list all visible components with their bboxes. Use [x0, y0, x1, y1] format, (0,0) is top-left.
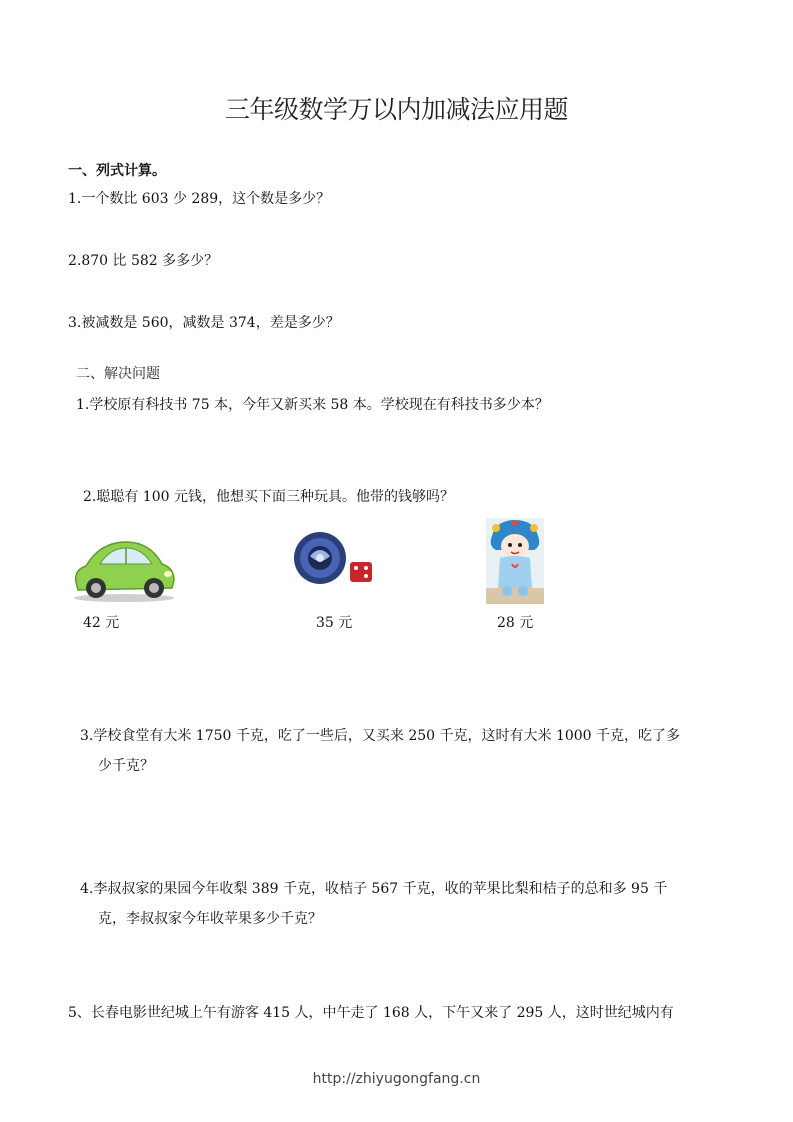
footer-url[interactable]: http://zhiyugongfang.cn [312, 1071, 481, 1087]
section-heading-calculation: 一、列式计算。 [68, 163, 166, 179]
problem-4-line-1: 4.李叔叔家的果园今年收梨 389 千克，收桔子 567 千克，收的苹果比梨和桔子的总和多 95 千 [80, 881, 668, 897]
problem-1: 1.学校原有科技书 75 本，今年又新买来 58 本。学校现在有科技书多少本？ [76, 397, 549, 413]
mascot-doll-icon [486, 518, 544, 604]
yoyo-toy-icon [292, 530, 384, 588]
calc-question-1: 1.一个数比 603 少 289，这个数是多少？ [68, 191, 331, 207]
problem-2: 2.聪聪有 100 元钱，他想买下面三种玩具。他带的钱够吗？ [83, 489, 454, 505]
toy-price-doll: 28 元 [497, 615, 534, 631]
problem-3-line-1: 3.学校食堂有大米 1750 千克，吃了一些后，又买来 250 千克，这时有大米 1000 千克，吃了多 [80, 728, 681, 744]
calc-question-3: 3.被减数是 560，减数是 374，差是多少？ [68, 315, 340, 331]
page-title: 三年级数学万以内加减法应用题 [224, 95, 568, 124]
toy-car-icon [70, 532, 178, 604]
problem-4-line-2: 克，李叔叔家今年收苹果多少千克？ [98, 911, 322, 927]
calc-question-2: 2.870 比 582 多多少？ [68, 253, 219, 269]
problem-5-line-1: 5、长春电影世纪城上午有游客 415 人，中午走了 168 人，下午又来了 295 人，这时世纪城内有 [68, 1005, 674, 1021]
section-heading-problems: 二、解决问题 [76, 366, 160, 382]
toy-price-car: 42 元 [83, 615, 120, 631]
problem-3-line-2: 少千克？ [98, 758, 154, 774]
toy-price-yoyo: 35 元 [316, 615, 353, 631]
